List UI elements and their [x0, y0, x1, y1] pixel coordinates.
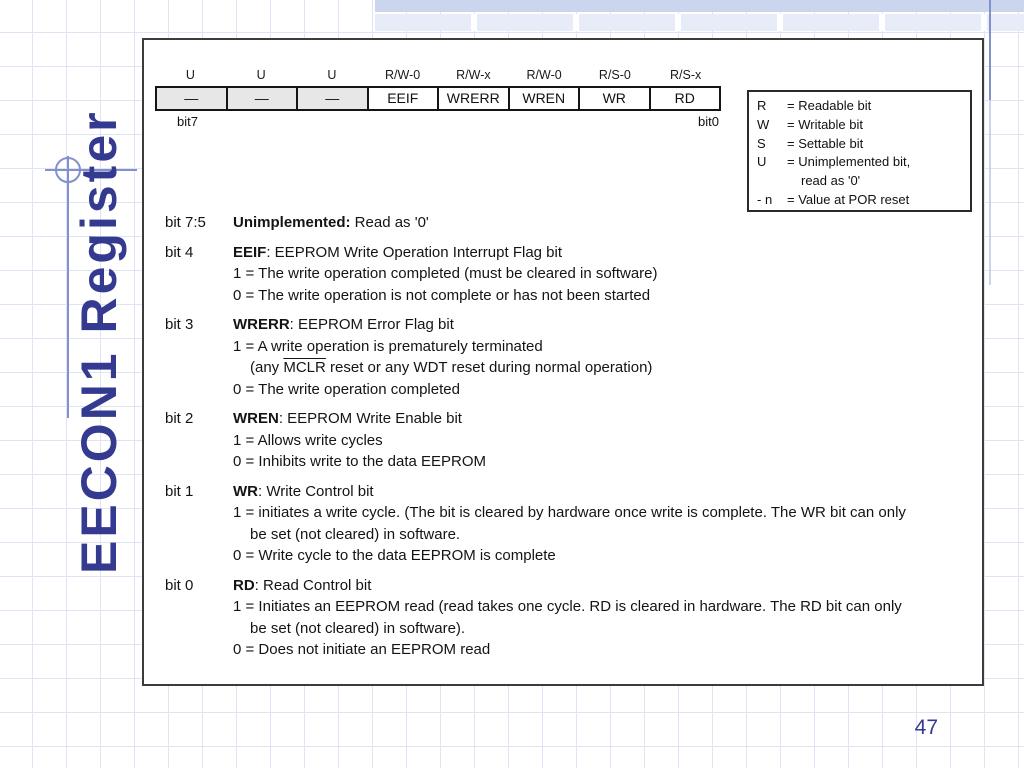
page-number: 47 — [914, 716, 938, 739]
bit-description-line — [233, 451, 972, 473]
legend-text: = Writable bit — [787, 116, 863, 132]
bit-term: WREN — [233, 410, 279, 427]
bit-term: WRERR — [233, 316, 290, 333]
text-segment: 0 = The write operation is not complete or has not been started — [233, 286, 651, 304]
legend-text: = Readable bit — [787, 98, 872, 113]
filmstrip-band — [375, 0, 1024, 12]
legend-row — [757, 172, 964, 191]
bit-number-label: bit 0 — [165, 576, 194, 594]
legend-row — [757, 135, 964, 154]
slide-title: EECON1 Register — [71, 109, 127, 574]
bit-description-line — [233, 618, 972, 640]
filmstrip-cells — [375, 14, 1024, 31]
legend-row — [757, 116, 964, 135]
bit-term: RD — [233, 576, 255, 594]
legend-symbol: R — [757, 98, 767, 113]
text-segment: 0 = Write cycle to the data EEPROM is complete — [233, 547, 556, 564]
filmstrip-decoration — [375, 0, 1024, 31]
bit-term: Unimplemented: — [233, 214, 351, 231]
register-figure-panel — [142, 38, 984, 686]
bit-type-label: U — [185, 68, 195, 82]
bit-description-line — [233, 263, 972, 285]
legend-symbol — [757, 172, 787, 191]
bit-term-rest: Read as '0' — [350, 214, 429, 231]
bit-term-rest: : EEPROM Error Flag bit — [289, 316, 454, 333]
register-table — [155, 64, 721, 129]
bit-description-line — [233, 379, 972, 401]
msb-label: bit7 — [177, 114, 198, 129]
legend-row — [757, 191, 964, 210]
text-segment: 1 = Allows write cycles — [233, 431, 383, 449]
bit-description-line — [233, 524, 972, 546]
bit-description-line — [233, 596, 972, 618]
bit-term-rest: : EEPROM Write Operation Interrupt Flag bit — [266, 243, 563, 261]
text-segment: be set (not cleared) in software. — [250, 525, 461, 543]
bit-number-label: bit 2 — [165, 410, 194, 427]
bit-description-text — [233, 212, 972, 234]
register-bit-cell: WREN — [510, 88, 581, 109]
legend-symbol: U — [757, 154, 767, 170]
bit-description — [165, 408, 972, 473]
register-bit-cell: WRERR — [439, 88, 510, 109]
bit-description — [165, 481, 972, 567]
bit-number-label: bit 4 — [165, 243, 194, 261]
bit-type-label: R/S-0 — [598, 68, 631, 82]
overlined-text: MCLR — [283, 359, 326, 376]
bit-description-line — [233, 212, 972, 234]
bit-description — [165, 314, 972, 400]
bit-type-label: R/W-0 — [526, 68, 562, 82]
legend-row — [757, 97, 964, 116]
text-segment: 0 = The write operation completed — [233, 380, 460, 398]
register-bit-cell: — — [228, 88, 299, 109]
bit-term-rest: : Write Control bit — [258, 482, 374, 500]
register-bit-cell: WR — [580, 88, 651, 109]
legend-row — [757, 153, 964, 172]
bit-term: EEIF — [233, 243, 267, 261]
bit-description-text — [233, 314, 972, 400]
register-bit-cell: — — [157, 88, 228, 109]
legend-symbol: S — [757, 135, 766, 151]
bit-description-line — [233, 575, 972, 597]
text-segment: be set (not cleared) in software). — [250, 619, 466, 637]
bit-description — [165, 242, 972, 307]
bit-description-text — [233, 408, 972, 473]
text-segment: 1 = initiates a write cycle. (The bit is cleared by hardware once write is complete. The WR bit can only — [233, 504, 906, 521]
bit-description-line — [233, 242, 972, 264]
legend-box — [747, 90, 972, 212]
bit-description-text — [233, 481, 972, 567]
right-vertical-line-decoration — [989, 0, 991, 100]
bit-description-text — [233, 242, 972, 307]
bit-term-rest: : Read Control bit — [254, 576, 372, 594]
bit-description-text — [233, 575, 972, 661]
legend-symbol: W — [757, 116, 770, 132]
bit-number-label: bit 7:5 — [165, 214, 206, 231]
bit-term-rest: : EEPROM Write Enable bit — [278, 410, 462, 427]
right-vertical-line-light-decoration — [989, 100, 991, 285]
bit-number-label: bit 1 — [165, 482, 194, 500]
text-segment: (any — [250, 359, 284, 376]
bit-descriptions — [165, 212, 972, 669]
bit-type-label: R/W-x — [456, 68, 491, 82]
bit-description-line — [233, 408, 972, 430]
register-bit-index-labels — [155, 111, 721, 129]
bit-description-line — [233, 285, 972, 307]
bit-type-label: U — [256, 68, 266, 82]
text-segment: 1 = Initiates an EEPROM read (read takes one cycle. RD is cleared in hardware. The RD bit can only — [233, 598, 902, 615]
bit-description-line — [233, 639, 972, 661]
bit-description — [165, 575, 972, 661]
bit-type-label: U — [327, 68, 337, 82]
bit-type-label: R/S-x — [670, 68, 702, 82]
register-bit-row — [155, 86, 721, 111]
text-segment: reset or any WDT reset during normal operation) — [325, 359, 653, 376]
bit-description — [165, 212, 972, 234]
register-bit-cell: EEIF — [369, 88, 440, 109]
bit-description-line — [233, 336, 972, 358]
register-bit-cell: — — [298, 88, 369, 109]
legend-text: read as '0' — [801, 173, 861, 189]
text-segment: 0 = Does not initiate an EEPROM read — [233, 641, 491, 658]
bit-description-line — [233, 314, 972, 336]
text-segment: 1 = The write operation completed (must be cleared in software) — [233, 265, 658, 282]
register-bit-cell: RD — [651, 88, 720, 109]
legend-symbol: - n — [757, 191, 773, 207]
register-bit-type-row — [155, 64, 721, 86]
bit-description-line — [233, 545, 972, 567]
lsb-label: bit0 — [698, 114, 719, 129]
bit-description-line — [233, 357, 972, 379]
text-segment: 1 = A write operation is prematurely terminated — [233, 337, 543, 355]
legend-text: = Unimplemented bit, — [787, 154, 911, 170]
bit-description-line — [233, 481, 972, 503]
text-segment: 0 = Inhibits write to the data EEPROM — [233, 453, 487, 470]
bit-description-line — [233, 502, 972, 524]
bit-description-line — [233, 430, 972, 452]
bit-type-label: R/W-0 — [385, 68, 421, 82]
bit-number-label: bit 3 — [165, 316, 194, 333]
legend-text: = Settable bit — [787, 135, 864, 151]
legend-text: = Value at POR reset — [787, 191, 910, 207]
bit-term: WR — [233, 482, 258, 500]
